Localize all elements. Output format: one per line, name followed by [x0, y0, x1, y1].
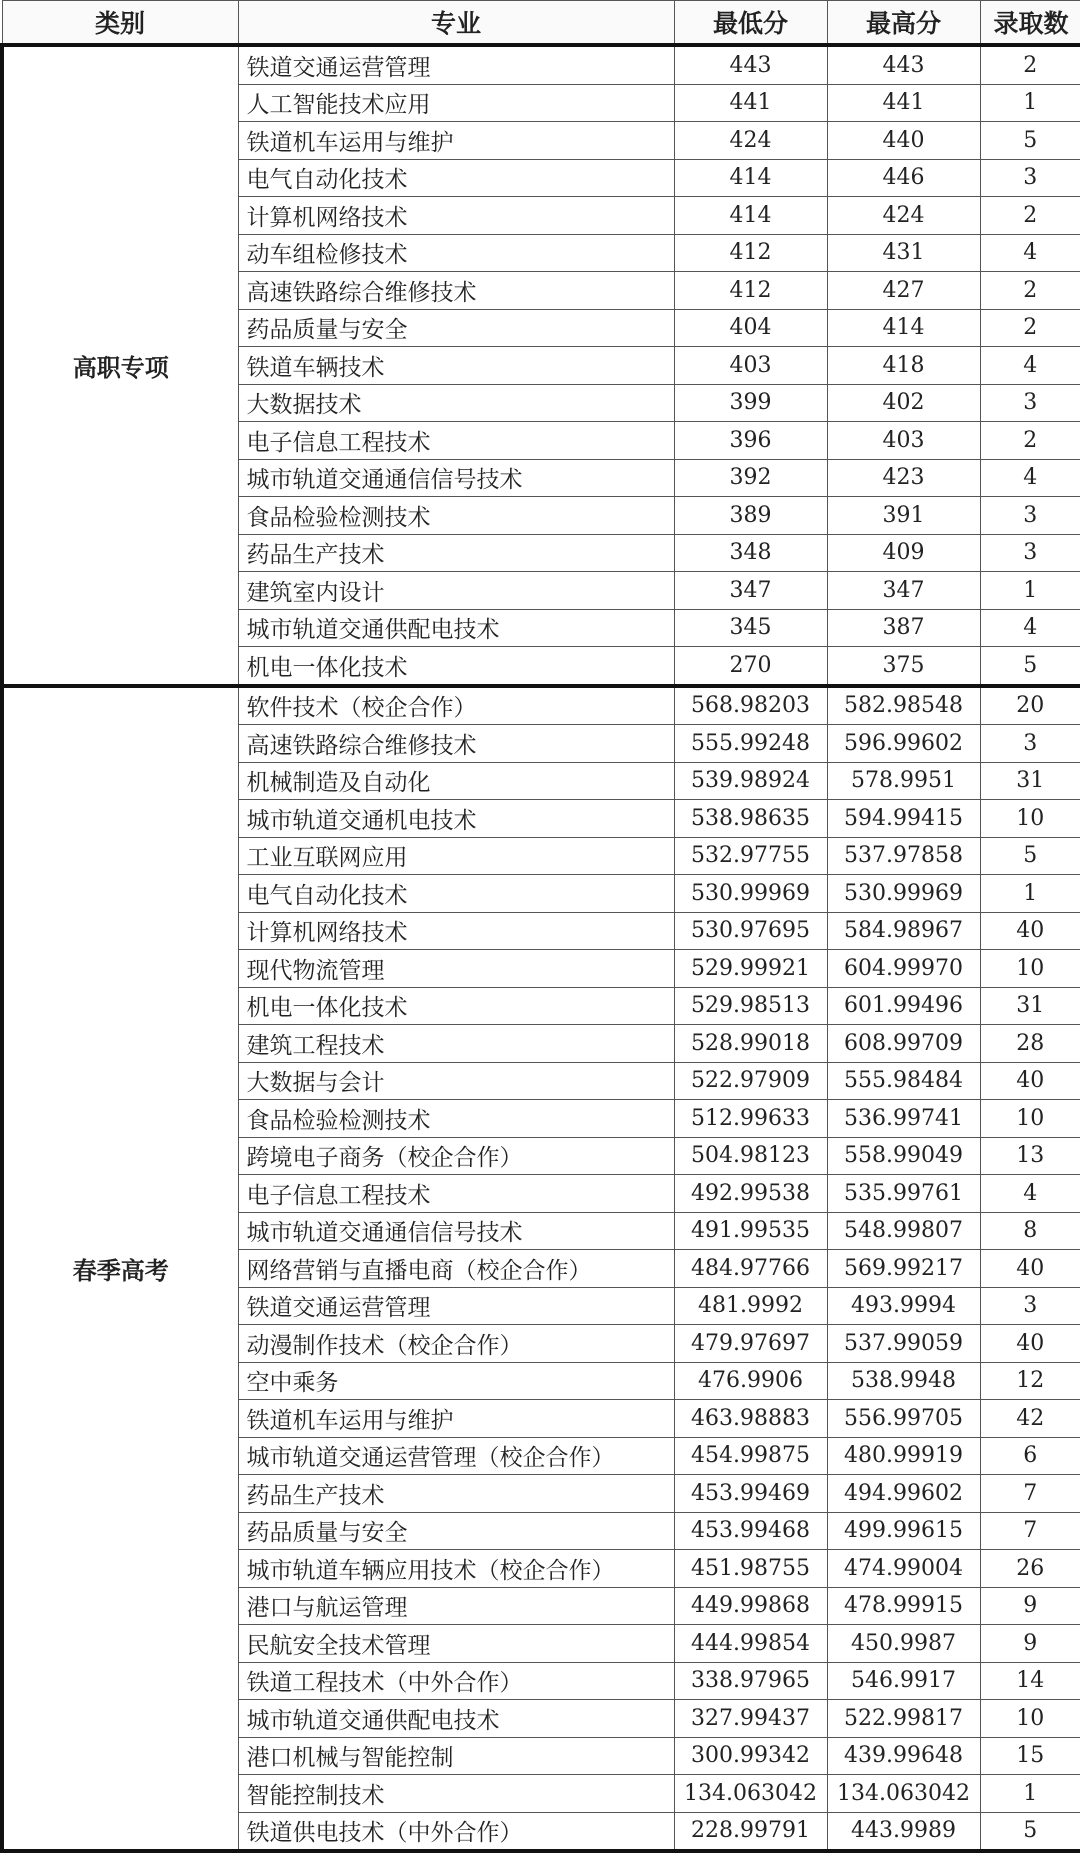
max-score-cell: 375 [827, 647, 980, 686]
max-score-cell: 409 [827, 534, 980, 572]
max-score-cell: 537.97858 [827, 837, 980, 875]
max-score-cell: 439.99648 [827, 1737, 980, 1775]
major-cell: 城市轨道交通运营管理（校企合作） [238, 1437, 674, 1475]
admitted-count-cell: 5 [980, 647, 1080, 686]
max-score-cell: 347 [827, 572, 980, 610]
major-cell: 铁道机车运用与维护 [238, 122, 674, 160]
min-score-cell: 522.97909 [674, 1062, 827, 1100]
admitted-count-cell: 5 [980, 1812, 1080, 1851]
admitted-count-cell: 4 [980, 459, 1080, 497]
max-score-cell: 546.9917 [827, 1662, 980, 1700]
admitted-count-cell: 5 [980, 122, 1080, 160]
admitted-count-cell: 4 [980, 347, 1080, 385]
major-cell: 跨境电子商务（校企合作） [238, 1137, 674, 1175]
min-score-cell: 530.99969 [674, 875, 827, 913]
max-score-cell: 538.9948 [827, 1362, 980, 1400]
max-score-cell: 424 [827, 197, 980, 235]
admitted-count-cell: 7 [980, 1475, 1080, 1513]
major-cell: 智能控制技术 [238, 1775, 674, 1813]
max-score-cell: 522.99817 [827, 1700, 980, 1738]
major-cell: 机电一体化技术 [238, 647, 674, 686]
admitted-count-cell: 6 [980, 1437, 1080, 1475]
admitted-count-cell: 1 [980, 1775, 1080, 1813]
header-category: 类别 [2, 1, 238, 46]
max-score-cell: 446 [827, 159, 980, 197]
admitted-count-cell: 8 [980, 1212, 1080, 1250]
table-row [2, 45, 1080, 84]
min-score-cell: 424 [674, 122, 827, 160]
admitted-count-cell: 13 [980, 1137, 1080, 1175]
admitted-count-cell: 10 [980, 950, 1080, 988]
min-score-cell: 530.97695 [674, 912, 827, 950]
min-score-cell: 555.99248 [674, 725, 827, 763]
max-score-cell: 530.99969 [827, 875, 980, 913]
major-cell: 网络营销与直播电商（校企合作） [238, 1250, 674, 1288]
admitted-count-cell: 3 [980, 497, 1080, 535]
min-score-cell: 399 [674, 384, 827, 422]
max-score-cell: 558.99049 [827, 1137, 980, 1175]
max-score-cell: 578.9951 [827, 762, 980, 800]
min-score-cell: 389 [674, 497, 827, 535]
max-score-cell: 431 [827, 234, 980, 272]
admitted-count-cell: 40 [980, 1325, 1080, 1363]
major-cell: 铁道车辆技术 [238, 347, 674, 385]
max-score-cell: 584.98967 [827, 912, 980, 950]
major-cell: 铁道供电技术（中外合作） [238, 1812, 674, 1851]
min-score-cell: 538.98635 [674, 800, 827, 838]
min-score-cell: 348 [674, 534, 827, 572]
min-score-cell: 451.98755 [674, 1550, 827, 1588]
max-score-cell: 443.9989 [827, 1812, 980, 1851]
major-cell: 建筑室内设计 [238, 572, 674, 610]
max-score-cell: 569.99217 [827, 1250, 980, 1288]
min-score-cell: 412 [674, 234, 827, 272]
min-score-cell: 568.98203 [674, 686, 827, 725]
min-score-cell: 300.99342 [674, 1737, 827, 1775]
major-cell: 城市轨道交通供配电技术 [238, 609, 674, 647]
max-score-cell: 474.99004 [827, 1550, 980, 1588]
admitted-count-cell: 4 [980, 234, 1080, 272]
min-score-cell: 529.98513 [674, 987, 827, 1025]
major-cell: 药品生产技术 [238, 1475, 674, 1513]
max-score-cell: 582.98548 [827, 686, 980, 725]
max-score-cell: 604.99970 [827, 950, 980, 988]
max-score-cell: 418 [827, 347, 980, 385]
admitted-count-cell: 40 [980, 1062, 1080, 1100]
admitted-count-cell: 31 [980, 762, 1080, 800]
major-cell: 港口机械与智能控制 [238, 1737, 674, 1775]
admitted-count-cell: 10 [980, 800, 1080, 838]
min-score-cell: 444.99854 [674, 1625, 827, 1663]
max-score-cell: 440 [827, 122, 980, 160]
min-score-cell: 532.97755 [674, 837, 827, 875]
major-cell: 电子信息工程技术 [238, 1175, 674, 1213]
min-score-cell: 453.99468 [674, 1512, 827, 1550]
admitted-count-cell: 2 [980, 197, 1080, 235]
max-score-cell: 450.9987 [827, 1625, 980, 1663]
admitted-count-cell: 26 [980, 1550, 1080, 1588]
admitted-count-cell: 28 [980, 1025, 1080, 1063]
admitted-count-cell: 42 [980, 1400, 1080, 1438]
max-score-cell: 403 [827, 422, 980, 460]
min-score-cell: 338.97965 [674, 1662, 827, 1700]
header-min-score: 最低分 [674, 1, 827, 46]
admitted-count-cell: 1 [980, 875, 1080, 913]
max-score-cell: 608.99709 [827, 1025, 980, 1063]
admitted-count-cell: 20 [980, 686, 1080, 725]
min-score-cell: 327.99437 [674, 1700, 827, 1738]
admitted-count-cell: 40 [980, 1250, 1080, 1288]
max-score-cell: 441 [827, 84, 980, 122]
major-cell: 食品检验检测技术 [238, 1100, 674, 1138]
major-cell: 铁道交通运营管理 [238, 45, 674, 84]
max-score-cell: 478.99915 [827, 1587, 980, 1625]
min-score-cell: 345 [674, 609, 827, 647]
table-header [2, 1, 1080, 46]
major-cell: 大数据与会计 [238, 1062, 674, 1100]
major-cell: 电子信息工程技术 [238, 422, 674, 460]
max-score-cell: 387 [827, 609, 980, 647]
header-max-score: 最高分 [827, 1, 980, 46]
major-cell: 建筑工程技术 [238, 1025, 674, 1063]
max-score-cell: 134.063042 [827, 1775, 980, 1813]
max-score-cell: 427 [827, 272, 980, 310]
admitted-count-cell: 5 [980, 837, 1080, 875]
min-score-cell: 449.99868 [674, 1587, 827, 1625]
admitted-count-cell: 10 [980, 1100, 1080, 1138]
max-score-cell: 594.99415 [827, 800, 980, 838]
admitted-count-cell: 12 [980, 1362, 1080, 1400]
admitted-count-cell: 2 [980, 309, 1080, 347]
major-cell: 计算机网络技术 [238, 197, 674, 235]
major-cell: 城市轨道车辆应用技术（校企合作） [238, 1550, 674, 1588]
min-score-cell: 512.99633 [674, 1100, 827, 1138]
max-score-cell: 555.98484 [827, 1062, 980, 1100]
category-group [2, 686, 1080, 1852]
admitted-count-cell: 3 [980, 534, 1080, 572]
major-cell: 电气自动化技术 [238, 159, 674, 197]
major-cell: 城市轨道交通供配电技术 [238, 1700, 674, 1738]
min-score-cell: 347 [674, 572, 827, 610]
min-score-cell: 481.9992 [674, 1287, 827, 1325]
admitted-count-cell: 3 [980, 1287, 1080, 1325]
major-cell: 人工智能技术应用 [238, 84, 674, 122]
major-cell: 软件技术（校企合作） [238, 686, 674, 725]
major-cell: 药品质量与安全 [238, 1512, 674, 1550]
major-cell: 药品质量与安全 [238, 309, 674, 347]
category-cell: 高职专项 [2, 45, 238, 686]
major-cell: 民航安全技术管理 [238, 1625, 674, 1663]
admitted-count-cell: 3 [980, 384, 1080, 422]
max-score-cell: 480.99919 [827, 1437, 980, 1475]
admitted-count-cell: 3 [980, 725, 1080, 763]
min-score-cell: 539.98924 [674, 762, 827, 800]
min-score-cell: 412 [674, 272, 827, 310]
max-score-cell: 391 [827, 497, 980, 535]
min-score-cell: 414 [674, 197, 827, 235]
admitted-count-cell: 2 [980, 272, 1080, 310]
admitted-count-cell: 7 [980, 1512, 1080, 1550]
major-cell: 药品生产技术 [238, 534, 674, 572]
major-cell: 动车组检修技术 [238, 234, 674, 272]
max-score-cell: 493.9994 [827, 1287, 980, 1325]
max-score-cell: 556.99705 [827, 1400, 980, 1438]
min-score-cell: 492.99538 [674, 1175, 827, 1213]
min-score-cell: 463.98883 [674, 1400, 827, 1438]
max-score-cell: 423 [827, 459, 980, 497]
max-score-cell: 499.99615 [827, 1512, 980, 1550]
admitted-count-cell: 9 [980, 1625, 1080, 1663]
major-cell: 机械制造及自动化 [238, 762, 674, 800]
category-cell: 春季高考 [2, 686, 238, 1852]
admitted-count-cell: 3 [980, 159, 1080, 197]
major-cell: 工业互联网应用 [238, 837, 674, 875]
admitted-count-cell: 10 [980, 1700, 1080, 1738]
table-row [2, 686, 1080, 725]
admitted-count-cell: 40 [980, 912, 1080, 950]
min-score-cell: 528.99018 [674, 1025, 827, 1063]
max-score-cell: 596.99602 [827, 725, 980, 763]
max-score-cell: 414 [827, 309, 980, 347]
min-score-cell: 454.99875 [674, 1437, 827, 1475]
major-cell: 城市轨道交通通信信号技术 [238, 1212, 674, 1250]
admitted-count-cell: 14 [980, 1662, 1080, 1700]
header-major: 专业 [238, 1, 674, 46]
major-cell: 机电一体化技术 [238, 987, 674, 1025]
major-cell: 动漫制作技术（校企合作） [238, 1325, 674, 1363]
min-score-cell: 134.063042 [674, 1775, 827, 1813]
admitted-count-cell: 31 [980, 987, 1080, 1025]
min-score-cell: 453.99469 [674, 1475, 827, 1513]
min-score-cell: 270 [674, 647, 827, 686]
major-cell: 铁道交通运营管理 [238, 1287, 674, 1325]
min-score-cell: 392 [674, 459, 827, 497]
min-score-cell: 443 [674, 45, 827, 84]
min-score-cell: 484.97766 [674, 1250, 827, 1288]
major-cell: 空中乘务 [238, 1362, 674, 1400]
min-score-cell: 479.97697 [674, 1325, 827, 1363]
max-score-cell: 537.99059 [827, 1325, 980, 1363]
max-score-cell: 402 [827, 384, 980, 422]
admitted-count-cell: 1 [980, 572, 1080, 610]
admitted-count-cell: 1 [980, 84, 1080, 122]
major-cell: 高速铁路综合维修技术 [238, 725, 674, 763]
max-score-cell: 535.99761 [827, 1175, 980, 1213]
max-score-cell: 536.99741 [827, 1100, 980, 1138]
min-score-cell: 404 [674, 309, 827, 347]
header-row [2, 1, 1080, 46]
admitted-count-cell: 2 [980, 422, 1080, 460]
major-cell: 铁道工程技术（中外合作） [238, 1662, 674, 1700]
min-score-cell: 529.99921 [674, 950, 827, 988]
min-score-cell: 504.98123 [674, 1137, 827, 1175]
min-score-cell: 414 [674, 159, 827, 197]
max-score-cell: 548.99807 [827, 1212, 980, 1250]
major-cell: 食品检验检测技术 [238, 497, 674, 535]
min-score-cell: 441 [674, 84, 827, 122]
major-cell: 电气自动化技术 [238, 875, 674, 913]
admitted-count-cell: 15 [980, 1737, 1080, 1775]
min-score-cell: 396 [674, 422, 827, 460]
major-cell: 城市轨道交通机电技术 [238, 800, 674, 838]
major-cell: 现代物流管理 [238, 950, 674, 988]
min-score-cell: 228.99791 [674, 1812, 827, 1851]
major-cell: 港口与航运管理 [238, 1587, 674, 1625]
major-cell: 铁道机车运用与维护 [238, 1400, 674, 1438]
major-cell: 计算机网络技术 [238, 912, 674, 950]
max-score-cell: 443 [827, 45, 980, 84]
admitted-count-cell: 4 [980, 1175, 1080, 1213]
major-cell: 大数据技术 [238, 384, 674, 422]
header-admitted-count: 录取数 [980, 1, 1080, 46]
max-score-cell: 601.99496 [827, 987, 980, 1025]
max-score-cell: 494.99602 [827, 1475, 980, 1513]
major-cell: 高速铁路综合维修技术 [238, 272, 674, 310]
category-group [2, 45, 1080, 686]
min-score-cell: 491.99535 [674, 1212, 827, 1250]
min-score-cell: 476.9906 [674, 1362, 827, 1400]
min-score-cell: 403 [674, 347, 827, 385]
admitted-count-cell: 9 [980, 1587, 1080, 1625]
admitted-count-cell: 4 [980, 609, 1080, 647]
admitted-count-cell: 2 [980, 45, 1080, 84]
major-cell: 城市轨道交通通信信号技术 [238, 459, 674, 497]
